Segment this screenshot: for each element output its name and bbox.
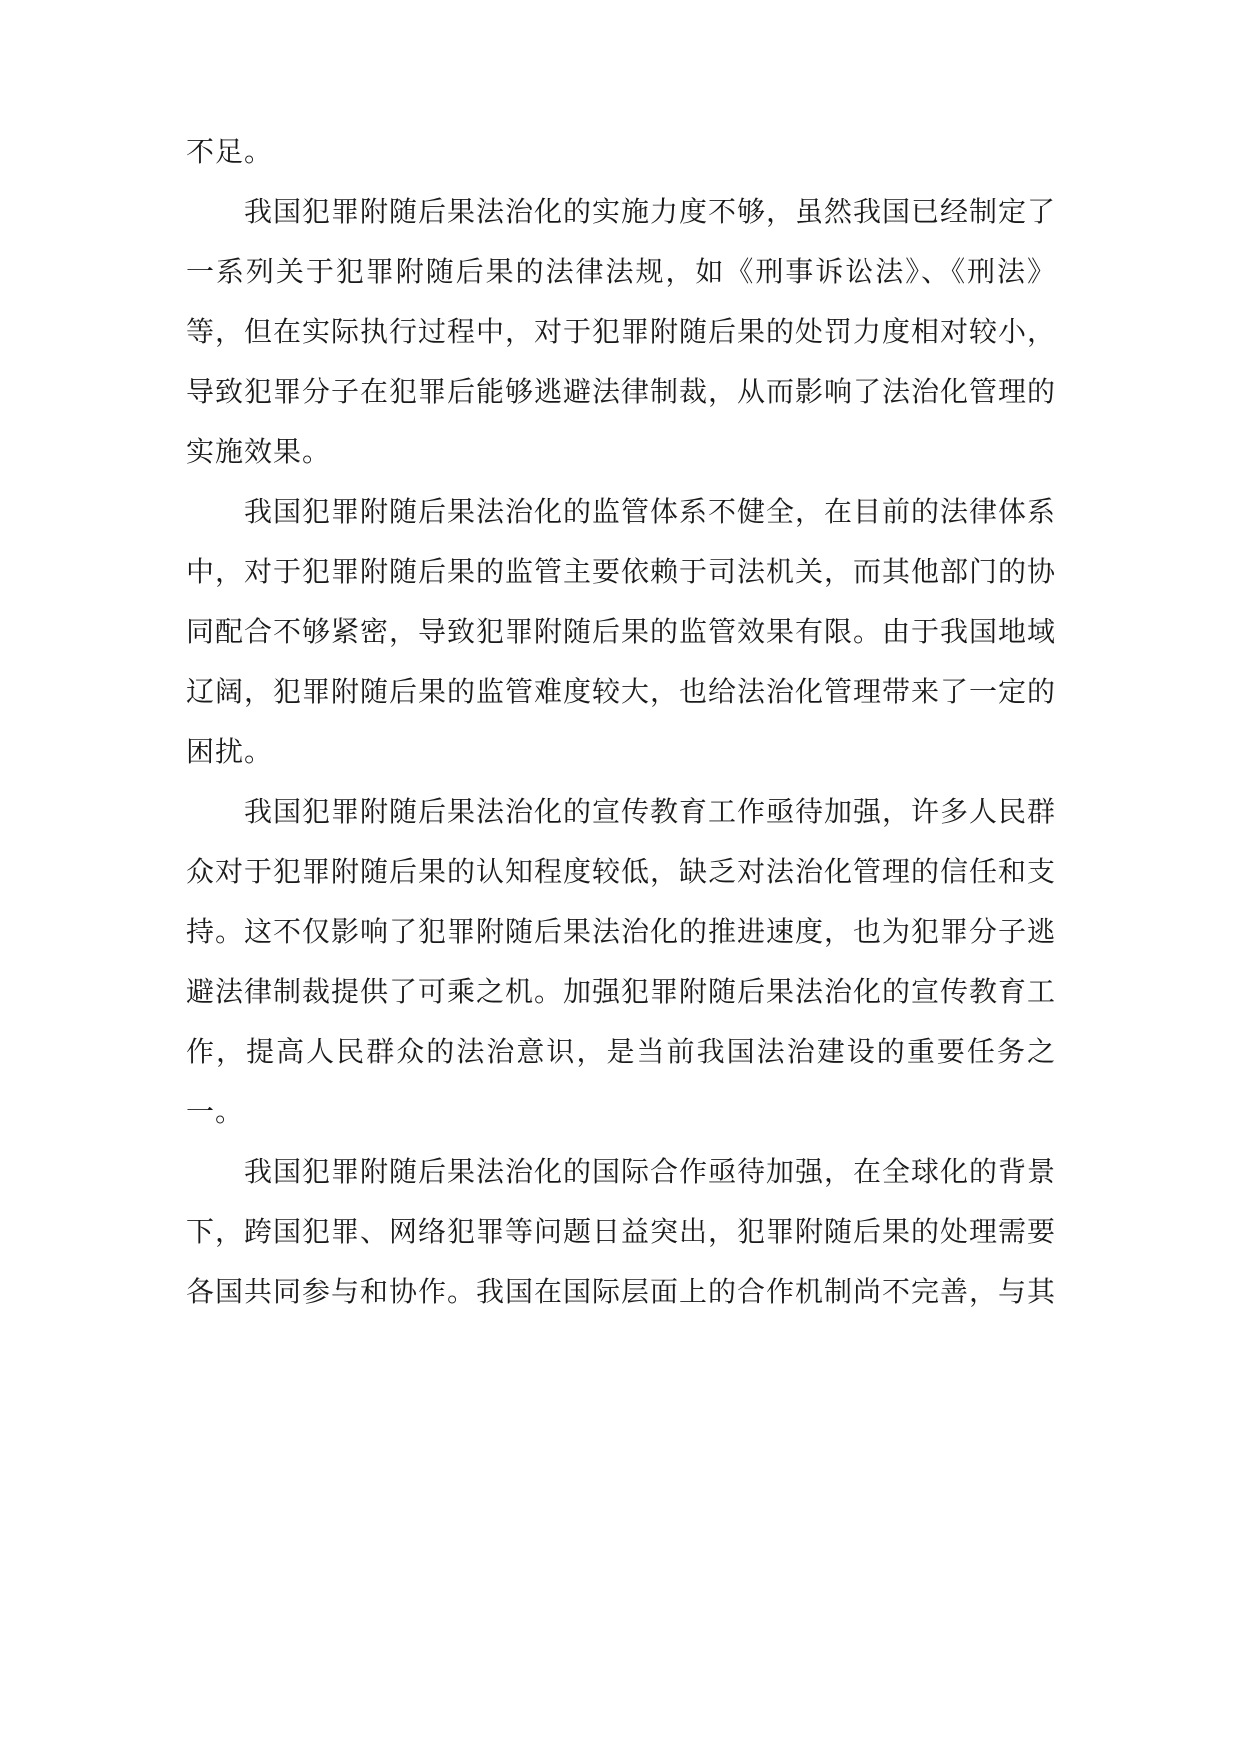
paragraph-continuation: 不足。 — [186, 135, 274, 168]
paragraph-enforcement: 我国犯罪附随后果法治化的实施力度不够，虽然我国已经制定了一系列关于犯罪附随后果的法律法规，如《刑事诉讼法》、《刑法》等，但在实际执行过程中，对于犯罪附随后果的处罚力度相对较小，导致犯罪分子在犯罪后能够逃避法律制裁，从而影响了法治化管理的实施效果。 — [186, 195, 1057, 468]
paragraph-education: 我国犯罪附随后果法治化的宣传教育工作亟待加强，许多人民群众对于犯罪附随后果的认知程度较低，缺乏对法治化管理的信任和支持。这不仅影响了犯罪附随后果法治化的推进速度，也为犯罪分子逃避法律制裁提供了可乘之机。加强犯罪附随后果法治化的宣传教育工作，提高人民群众的法治意识，是当前我国法治建设的重要任务之一。 — [186, 795, 1057, 1128]
paragraph-international: 我国犯罪附随后果法治化的国际合作亟待加强，在全球化的背景下，跨国犯罪、网络犯罪等问题日益突出，犯罪附随后果的处理需要各国共同参与和协作。我国在国际层面上的合作机制尚不完善，与其 — [186, 1155, 1057, 1308]
paragraph-supervision: 我国犯罪附随后果法治化的监管体系不健全，在目前的法律体系中，对于犯罪附随后果的监管主要依赖于司法机关，而其他部门的协同配合不够紧密，导致犯罪附随后果的监管效果有限。由于我国地域辽阔，犯罪附随后果的监管难度较大，也给法治化管理带来了一定的困扰。 — [186, 495, 1057, 768]
document-body — [186, 122, 1056, 1322]
